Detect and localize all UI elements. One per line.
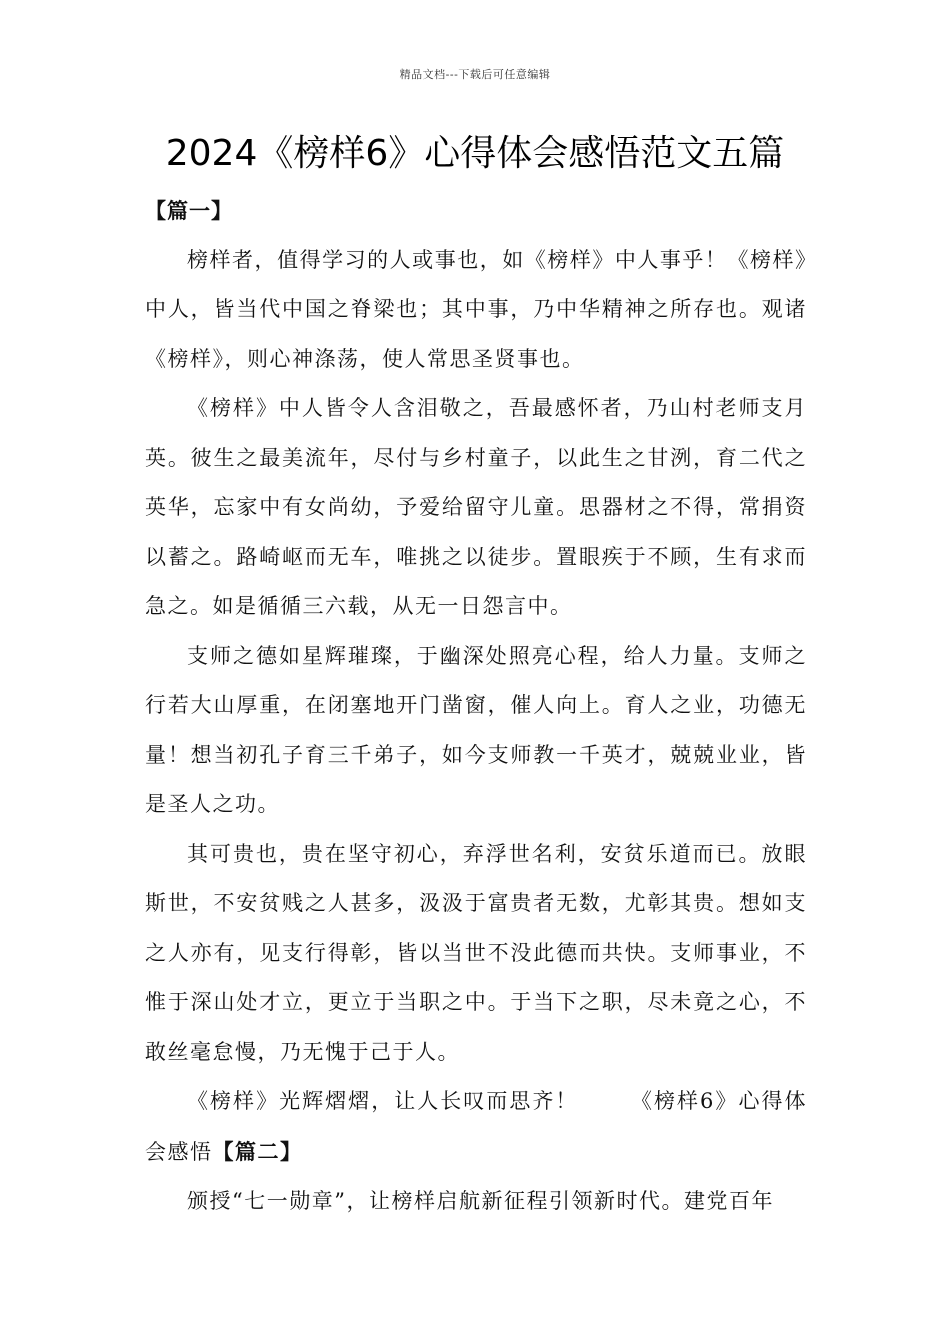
paragraph-5-text: 《榜样》光辉熠熠，让人长叹而思齐！: [187, 1089, 579, 1113]
paragraph-3: 支师之德如星辉璀璨，于幽深处照亮心程，给人力量。支师之行若大山厚重，在闭塞地开门凿窗，催人向上。育人之业，功德无量！想当初孔子育三千弟子，如今支师教一千英才，兢兢业业，皆是圣人之功。: [145, 643, 807, 816]
paragraph-5: [145, 1077, 807, 1177]
section-label-1: 【篇一】: [145, 198, 233, 223]
paragraph-2: 《榜样》中人皆令人含泪敬之，吾最感怀者，乃山村老师支月英。彼生之最美流年，尽付与乡村童子，以此生之甘洌，育二代之英华，忘家中有女尚幼，予爱给留守儿童。思器材之不得，常捐资以蓄之。路崎岖而无车，唯挑之以徒步。置眼疾于不顾，生有求而急之。如是循循三六载，从无一日怨言中。: [145, 396, 807, 618]
paragraph-5-tail: 《榜样6》心得体会感悟: [145, 1089, 807, 1164]
header-note: 精品文档---下载后可任意编辑: [399, 68, 551, 81]
paragraph-4: 其可贵也，贵在坚守初心，弃浮世名利，安贫乐道而已。放眼斯世，不安贫贱之人甚多，汲汲于富贵者无数，尤彰其贵。想如支之人亦有，见支行得彰，皆以当世不没此德而共快。支师事业，不惟于深山处才立，更立于当职之中。于当下之职，尽未竟之心，不敢丝毫怠慢，乃无愧于己于人。: [145, 841, 807, 1064]
document-body: [145, 186, 807, 1227]
paragraph-6: 颁授“七一勋章”，让榜样启航新征程引领新时代。建党百年: [187, 1189, 774, 1213]
section-label-2: 【篇二】: [212, 1138, 303, 1164]
document-title: 2024《榜样6》心得体会感悟范文五篇: [165, 133, 785, 174]
paragraph-1: 榜样者，值得学习的人或事也，如《榜样》中人事乎！《榜样》中人，皆当代中国之脊梁也；其中事，乃中华精神之所存也。观诸《榜样》，则心神涤荡，使人常思圣贤事也。: [145, 247, 807, 371]
